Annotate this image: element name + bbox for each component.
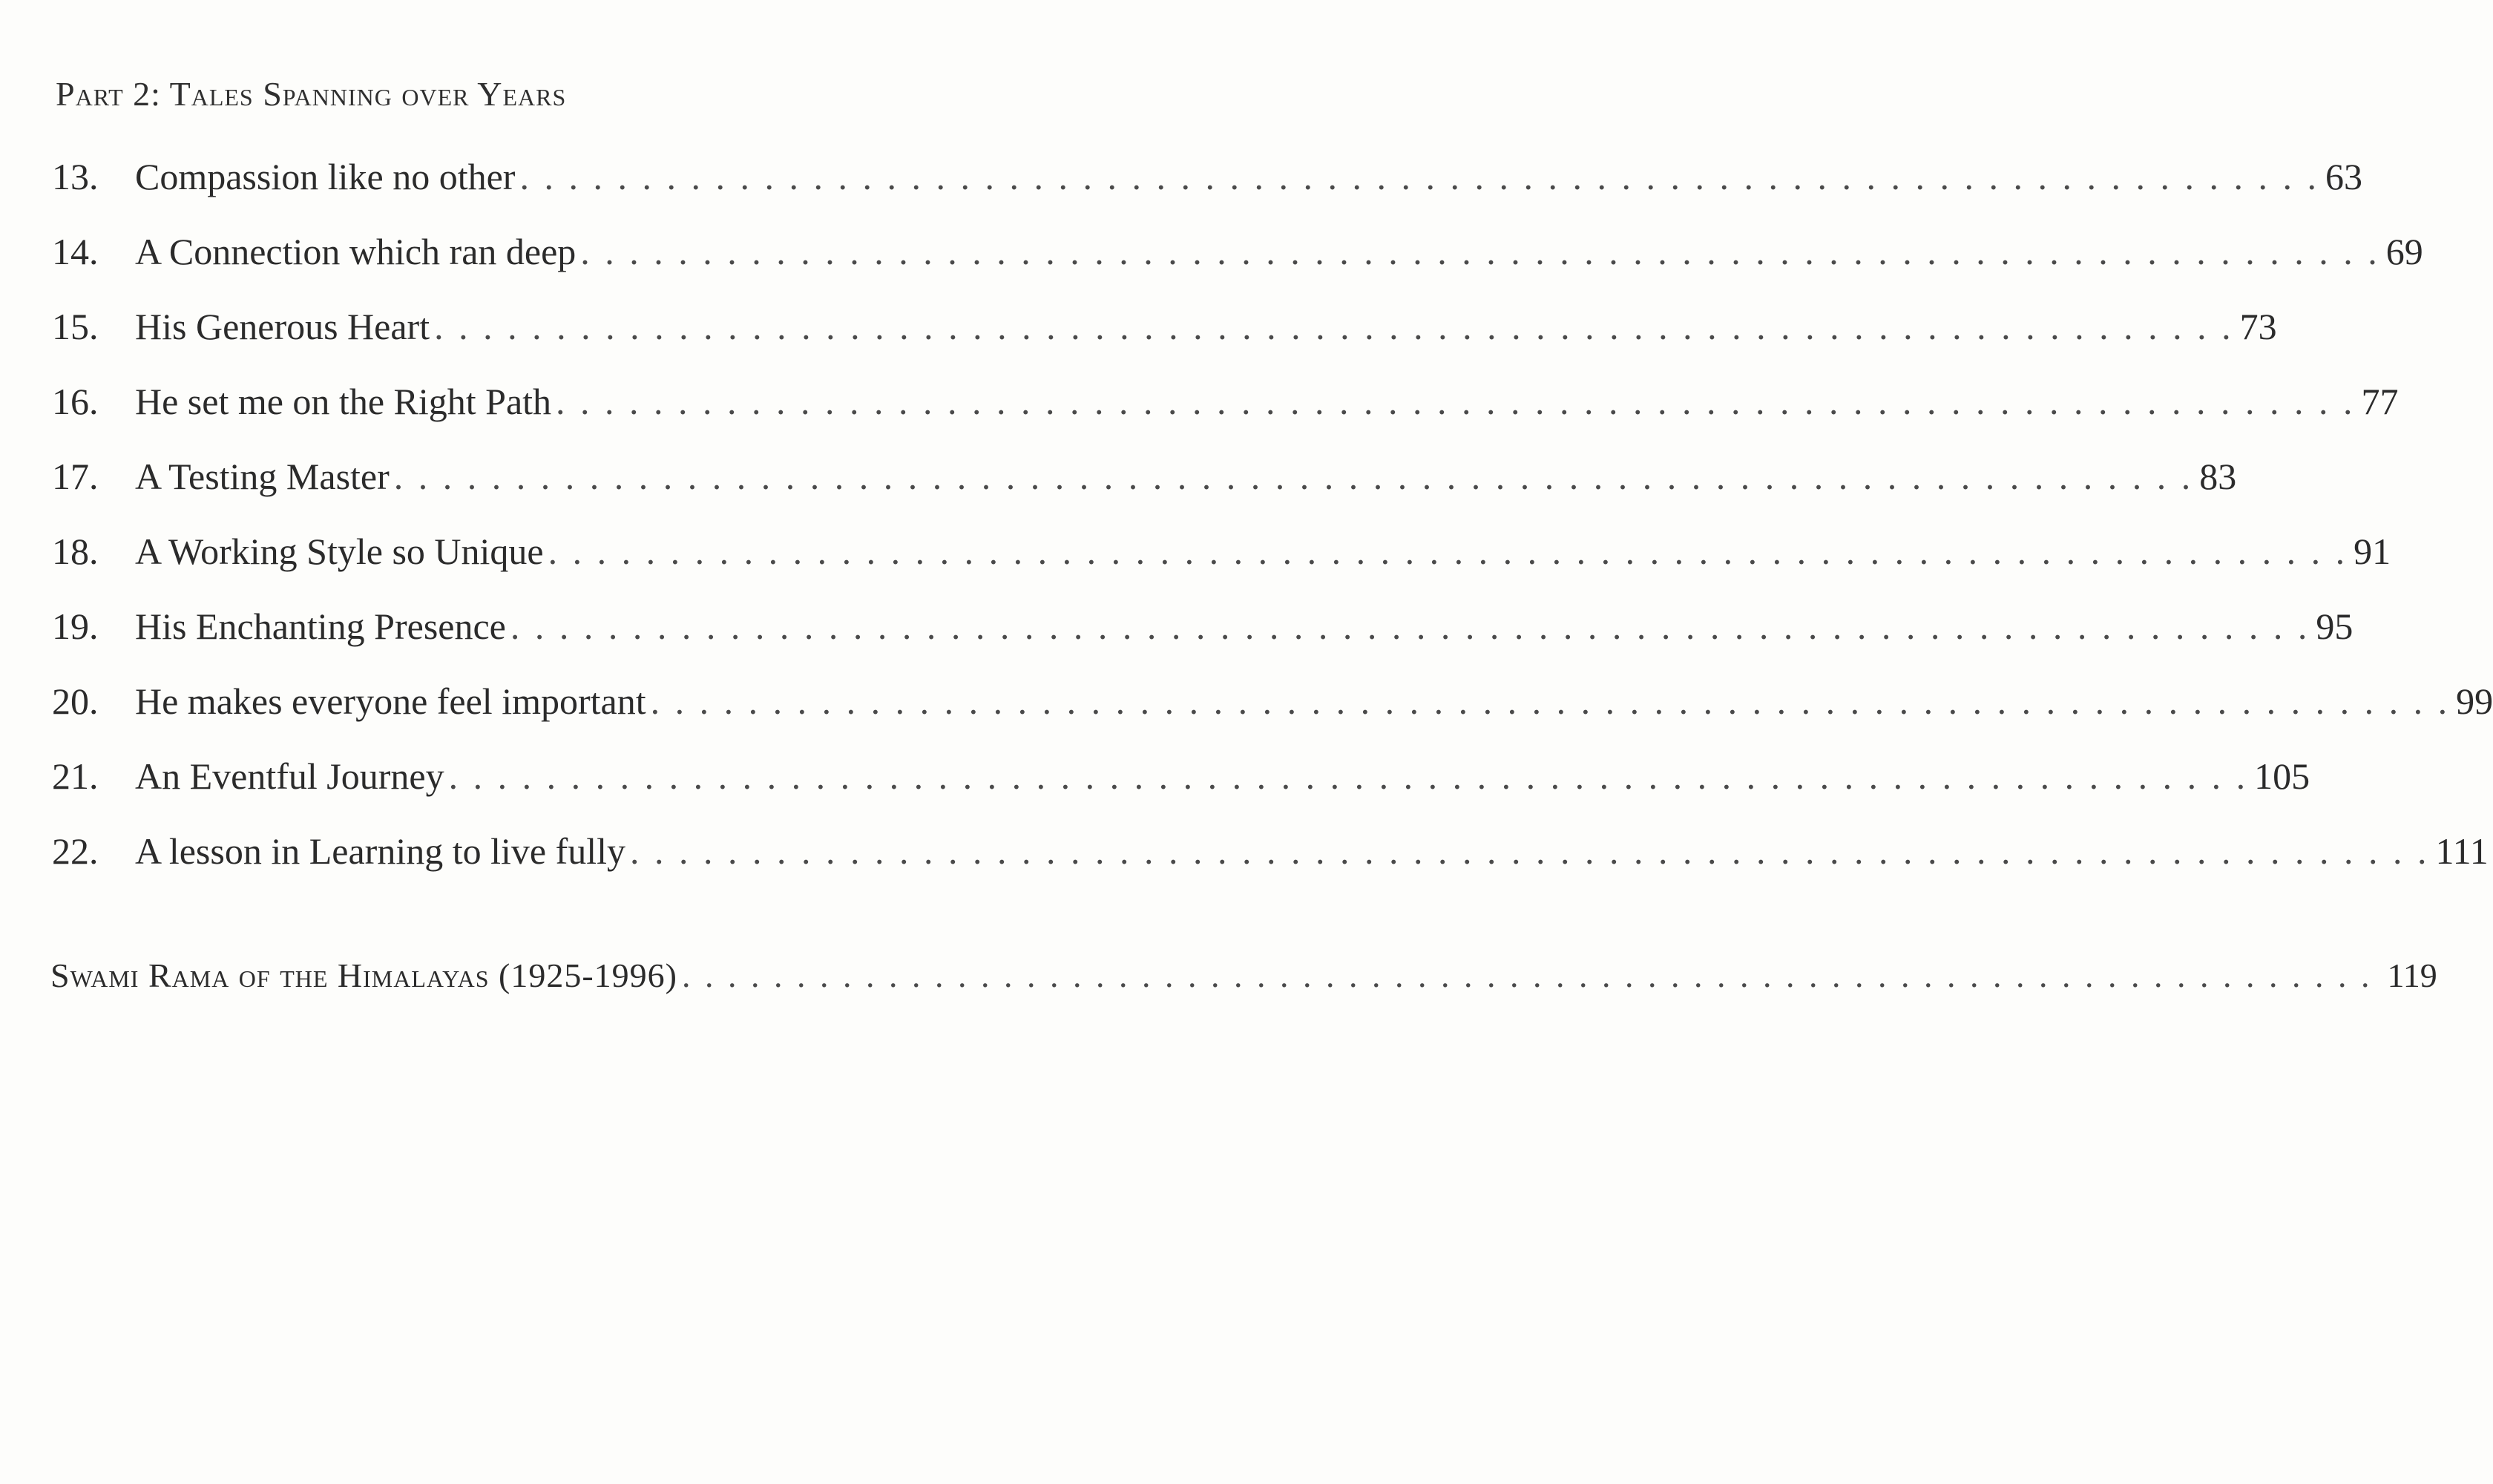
entry-title: His Generous Heart <box>135 306 430 347</box>
dot-leader: . . . . . . . . . . . . . . . . . . . . . . . . . . . . . . . . . . . . . . . . . . . . . . . . . . . . . . . . . . . . . . . . . . . . . . . . . . <box>448 755 2249 797</box>
entry-page-number: 95 <box>2316 605 2354 647</box>
dot-leader: . . . . . . . . . . . . . . . . . . . . . . . . . . . . . . . . . . . . . . . . . . . . . . . . . . . . . . . . . . . . . . . . . . . . . . . . . . <box>519 156 2319 197</box>
closing-entry-title: Swami Rama of the Himalayas (1925-1996) <box>50 956 678 994</box>
entry-page-number: 77 <box>2361 381 2399 422</box>
part-heading: Part 2: Tales Spanning over Years <box>56 75 567 113</box>
toc-entry <box>52 377 2399 452</box>
entry-title: He makes everyone feel important <box>135 680 646 722</box>
entry-number: 13. <box>52 156 99 197</box>
toc-entry <box>52 602 2354 677</box>
toc-entry <box>52 227 2423 302</box>
entry-page-number: 83 <box>2199 456 2237 497</box>
dot-leader: . . . . . . . . . . . . . . . . . . . . . . . . . . . . . . . . . . . . . . . . . . . . . . . . . . . . . . . . . . . . . . . . . . . . . . . . . . <box>556 381 2356 422</box>
dot-leader: . . . . . . . . . . . . . . . . . . . . . . . . . . . . . . . . . . . . . . . . . . . . . . . . . . . . . . . . . . . . . . . . . . . . . . . . . . <box>682 956 2373 994</box>
entry-title: An Eventful Journey <box>135 755 444 797</box>
toc-entry <box>52 152 2362 227</box>
toc-entry <box>52 677 2493 752</box>
closing-toc-entry <box>50 953 2437 998</box>
entry-title: A lesson in Learning to live fully <box>135 830 626 872</box>
entry-title: Compassion like no other <box>135 156 516 197</box>
entry-page-number: 111 <box>2435 830 2489 872</box>
entry-title: A Testing Master <box>135 456 390 497</box>
toc-entry <box>52 752 2310 827</box>
entry-page-number: 105 <box>2254 755 2310 797</box>
entry-page-number: 73 <box>2239 306 2277 347</box>
entry-number: 14. <box>52 231 99 272</box>
entry-page-number: 99 <box>2456 680 2493 722</box>
toc-entry <box>52 527 2391 602</box>
toc-entry <box>52 302 2277 377</box>
dot-leader: . . . . . . . . . . . . . . . . . . . . . . . . . . . . . . . . . . . . . . . . . . . . . . . . . . . . . . . . . . . . . . . . . . . . . . . . . . <box>580 231 2380 272</box>
entry-title: His Enchanting Presence <box>135 605 506 647</box>
entry-number: 20. <box>52 680 99 722</box>
entry-page-number: 69 <box>2385 231 2423 272</box>
entry-number: 15. <box>52 306 99 347</box>
entry-number: 16. <box>52 381 99 422</box>
closing-entry-page-number: 119 <box>2387 956 2437 994</box>
entry-page-number: 63 <box>2325 156 2362 197</box>
dot-leader: . . . . . . . . . . . . . . . . . . . . . . . . . . . . . . . . . . . . . . . . . . . . . . . . . . . . . . . . . . . . . . . . . . . . . . . . . . <box>510 605 2310 647</box>
entry-page-number: 91 <box>2354 531 2391 572</box>
dot-leader: . . . . . . . . . . . . . . . . . . . . . . . . . . . . . . . . . . . . . . . . . . . . . . . . . . . . . . . . . . . . . . . . . . . . . . . . . . <box>630 830 2430 872</box>
entry-title: A Working Style so Unique <box>135 531 544 572</box>
entry-title: A Connection which ran deep <box>135 231 577 272</box>
entry-number: 18. <box>52 531 99 572</box>
entry-number: 17. <box>52 456 99 497</box>
toc-entry <box>52 827 2489 902</box>
entry-title: He set me on the Right Path <box>135 381 552 422</box>
table-of-contents-list <box>52 152 2493 902</box>
entry-number: 21. <box>52 755 99 797</box>
entry-number: 22. <box>52 830 99 872</box>
dot-leader: . . . . . . . . . . . . . . . . . . . . . . . . . . . . . . . . . . . . . . . . . . . . . . . . . . . . . . . . . . . . . . . . . . . . . . . . . . <box>393 456 2194 497</box>
entry-number: 19. <box>52 605 99 647</box>
dot-leader: . . . . . . . . . . . . . . . . . . . . . . . . . . . . . . . . . . . . . . . . . . . . . . . . . . . . . . . . . . . . . . . . . . . . . . . . . . <box>548 531 2348 572</box>
toc-entry <box>52 452 2237 527</box>
dot-leader: . . . . . . . . . . . . . . . . . . . . . . . . . . . . . . . . . . . . . . . . . . . . . . . . . . . . . . . . . . . . . . . . . . . . . . . . . . <box>650 680 2451 722</box>
dot-leader: . . . . . . . . . . . . . . . . . . . . . . . . . . . . . . . . . . . . . . . . . . . . . . . . . . . . . . . . . . . . . . . . . . . . . . . . . . <box>434 306 2234 347</box>
